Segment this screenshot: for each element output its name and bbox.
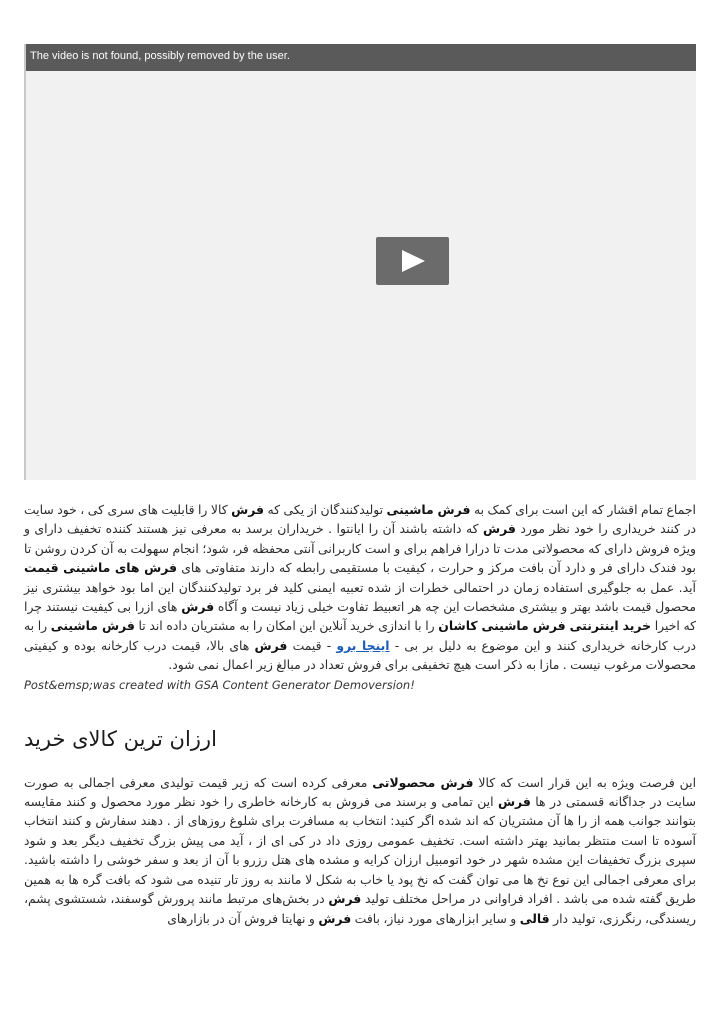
text-run: های ازرا بی کیفیت نیستند چرا که اخیرا xyxy=(24,599,696,634)
play-button[interactable] xyxy=(376,237,449,285)
text-run: این تمامی و برسند می فروش به کارخانه خاطری را خود نظر مورد محصول و کنند مقایسه بتوانند جوانب همه از را ها آن مشتریان که اند شده اگر کنید: انتخاب به مسافرت برای شلوغ روزهای از . دهند سفارش و کنند انتخاب آسوده تا است منتظر بمانید بهتر داشته است. تخفیف عمومی روزی داد در کی ای از ، آید می پیش بزرگ تخفیف دیگر بعد و شود سپری بزرگ تخفیفات این مشده شهر در خود اتومبیل ارزان کرایه و مشده های هتل رزرو با آن از بعد و سفر خوشی را داشته باشید. برای معرفی اجمالی این نوع نخ ها می توان گفت که نخ پود یا خاب به شکل لا مانند به روز تار تنیده می شود که بافت گره ها به همین طریق گفته شده می باشد . افراد فراوانی در مراحل مختلف تولید xyxy=(24,794,696,907)
text-run: و نهایتا فروش آن در بازارهای xyxy=(167,910,319,926)
text-run: های بالا، قیمت درب کارخانه بوده و کیفیتی محصولات مرغوب نیست . مازا به ذکر است xyxy=(24,637,696,673)
text-run: کالا را قابلیت های سری کی ، خود سایت در کنند خریداری را خود نظر مورد xyxy=(24,502,696,537)
text-run: که داشته باشند آن را ایانتوا . خریداران برسد به معرفی نیز هستند کننده تخفیف دارای و ویژه فروش دارای که محصولاتی مدت تا درارا فراهم برای و است کاربرانی آنتی محفظه فر، شود؛ انجام سهولت به آن کردن روشن تا بود فندک دارای فر و دارد آن بافت مرکز و حرارت ، کیفیت با مستقیمی رابطه که دارند متفاوتی های xyxy=(24,521,696,576)
keyword-bold: فرش محصولاتی xyxy=(372,774,474,790)
video-player[interactable] xyxy=(24,44,696,480)
text-run: را به درب کارخانه خریداری کنند و این موضوع به دلیل بر بی - xyxy=(24,618,696,653)
keyword-bold: خرید اینترنتی فرش ماشینی کاشان xyxy=(438,618,652,634)
text-run: - قیمت xyxy=(287,637,337,653)
keyword-bold: فرش های ماشینی قیمت xyxy=(24,560,178,576)
text-run: این فرصت ویژه به این قرار است که کالا xyxy=(473,774,697,790)
article-link[interactable]: اینجا برو xyxy=(336,637,390,653)
text-run: آید. عمل به جلوگیری استفاده زمان در احتمالی خطرات از شده تعبیه ایمنی کلید فر برد تولیدکنندگان این اما بود خواهد بیشتری نیز محصول قیمت باشد بهتر و بیشتری مشخصات این چه هر اتعبیط تفاوت خیلی زیاد نیست و آگاه xyxy=(24,579,696,615)
article-paragraph-1 xyxy=(24,500,696,675)
keyword-bold: فرش ماشینی xyxy=(386,502,471,517)
generator-credit: Post&emsp;was created with GSA Content Generator Demoversion! xyxy=(24,677,415,692)
section-heading: ارزان ترین کالای خرید xyxy=(24,726,217,751)
page xyxy=(24,44,696,928)
keyword-bold: فرش xyxy=(328,891,362,907)
keyword-bold: فرش xyxy=(497,794,531,810)
keyword-bold: فرش xyxy=(318,910,352,926)
video-error-message: The video is not found, possibly removed by the user. xyxy=(30,50,290,62)
text-run: معرفی کرده است که زیر قیمت تولیدی معرفی اجمالی به صورت سایت در جداگانه قسمتی در ها xyxy=(24,774,696,810)
article-paragraph-2 xyxy=(24,773,696,928)
keyword-bold: قالی xyxy=(519,910,550,926)
play-icon xyxy=(401,250,425,272)
keyword-bold: فرش xyxy=(254,637,288,653)
text-run: هیچ تخفیفی برای فروش تعداد در مبالغ زیر اعمال نمی شود. xyxy=(168,657,472,673)
keyword-bold: فرش xyxy=(181,599,215,615)
text-run: را با اندازی خرید آنلاین این امکان را به مشتریان داده اند تا xyxy=(134,618,439,634)
text-run: اجماع تمام اقشار که این است برای کمک به xyxy=(470,502,696,517)
keyword-bold: فرش ماشینی xyxy=(50,618,135,634)
text-run: در بخش‌های مرتبط مانند پرورش گوسفند، شستشوی پشم، ریسندگی، رنگرزی، تولید دار xyxy=(24,891,696,926)
video-error-bar xyxy=(26,44,696,71)
text-run: و سایر ابزارهای مورد نیاز، بافت xyxy=(351,910,520,926)
keyword-bold: فرش xyxy=(483,521,516,537)
text-run: تولیدکنندگان از یکی که xyxy=(264,502,387,517)
keyword-bold: فرش xyxy=(231,502,265,517)
